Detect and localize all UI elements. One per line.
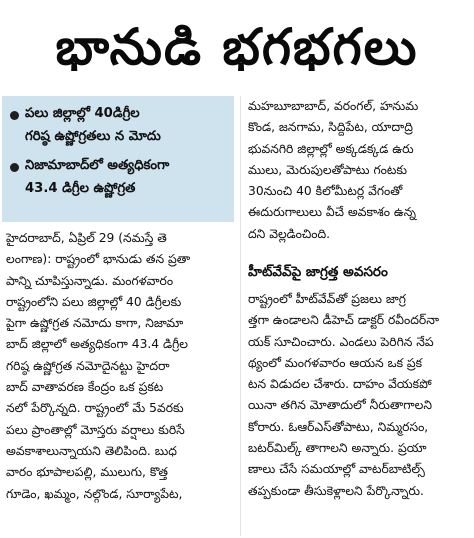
text-line: బటర్‌మిల్క్ తాగాలని అన్నారు. ప్రయా: [248, 441, 427, 456]
text-line: పైగా ఉష్ణోగ్రత నమోదు కాగా, నిజామా: [6, 316, 184, 331]
highlight-box: [2, 96, 234, 222]
text-line: థ్యంలో మంగళవారం ఆయన ఒక ప్రక: [248, 355, 423, 370]
headline: భానుడి భగభగలు: [55, 18, 419, 76]
highlight-item: [8, 154, 228, 200]
article-column-right-bottom: [248, 289, 470, 502]
article-column-right-top: [248, 96, 470, 245]
highlight-item: [8, 102, 228, 148]
section-subheading: హీట్‌వేవ్‌పై జాగ్రత్త అవసరం: [248, 264, 388, 280]
text-line: త్తగా ఉండాలని డీహెచ్ డాక్టర్ రవీందర్‌నా: [248, 313, 439, 328]
text-line: తప్పకుండా తీసుకెళ్లాలని పేర్కొన్నారు.: [248, 483, 424, 498]
text-line: 30నుంచి 40 కిలోమీటర్ల వేగంతో: [248, 184, 403, 199]
text-line: ఈదురుగాలులు వీచే అవకాశం ఉన్న: [248, 205, 417, 220]
text-line: యినా తగిన మోతాదులో నీరుతాగాలని: [248, 398, 432, 413]
column-divider: [240, 96, 241, 536]
text-line: పలు ప్రాంతాల్లో మోస్తరు వర్షాలు కురిసే: [6, 422, 185, 437]
text-line: భువనగిరి జిల్లాల్లో అక్కడక్కడ ఉరు: [248, 141, 414, 156]
text-line: బాద్ వాతావరణ కేంద్రం ఒక ప్రకట: [6, 380, 164, 395]
text-line: ములు, మెరుపులతోపాటు గంటకు: [248, 162, 408, 177]
text-line: కోరారు. ఓఆర్ఎస్‌తోపాటు, నిమ్మరసం,: [248, 419, 429, 434]
text-line: లంగాణ): రాష్ట్రంలో భానుడు తన ప్రతా: [6, 252, 191, 267]
text-line: గూడెం, ఖమ్మం, నల్గొండ, సూర్యాపేట,: [6, 486, 183, 501]
text-line: కొండ, జనగామ, సిద్దిపేట, యాదాద్రి: [248, 120, 413, 135]
text-line: గరిష్ఠ ఉష్ణోగ్రత నమోదైనట్టు హైదరా: [6, 358, 170, 373]
highlight-text: పలు జిల్లాల్లో 40డిగ్రీల గరిష్ఠ ఉష్ణోగ్రతలు న మోదు: [25, 106, 161, 144]
text-line: బాద్ జిల్లాలో అత్యధికంగా 43.4 డిగ్రీల: [6, 337, 189, 352]
text-line: నలో పేర్కొన్నది. రాష్ట్రంలో మే 5వరకు: [6, 401, 184, 416]
bullet-icon: [10, 111, 19, 120]
bullet-icon: [10, 163, 19, 172]
highlight-text: నిజామాబాద్‌లో అత్యధికంగా 43.4 డిగ్రీల ఉష్ణోగ్రత: [25, 158, 170, 196]
text-line: టన విడుదల చేశారు. దాహం వేయకపో: [248, 377, 432, 392]
text-line: రాష్ట్రంలోని పలు జిల్లాల్లో 40 డిగ్రీలకు: [6, 294, 182, 309]
text-line: మహబూబాబాద్, వరంగల్, హనుమ: [248, 99, 419, 113]
text-line: అవకాశాలున్నాయని తెలిపింది. బుధ: [6, 443, 177, 458]
text-line: పాన్ని చూపిస్తున్నాడు. మంగళవారం: [6, 273, 174, 288]
text-line: వారం భూపాలపల్లి, ములుగు, కొత్త: [6, 465, 168, 480]
text-line: హైదరాబాద్, ఏప్రిల్ 29 (నమస్తే తె: [6, 231, 167, 245]
text-line: ణాలు చేసే సమయాల్లో వాటర్‌బాటిల్స్: [248, 462, 425, 477]
article-column-left: [6, 228, 234, 505]
text-line: రాష్ట్రంలో హీట్‌వేవ్‌తో ప్రజలు జాగ్ర: [248, 292, 406, 306]
text-line: యక్ సూచించారు. ఎండలు పెరిగిన నేప: [248, 334, 434, 349]
text-line: దని వెల్లడించింది.: [248, 226, 331, 241]
